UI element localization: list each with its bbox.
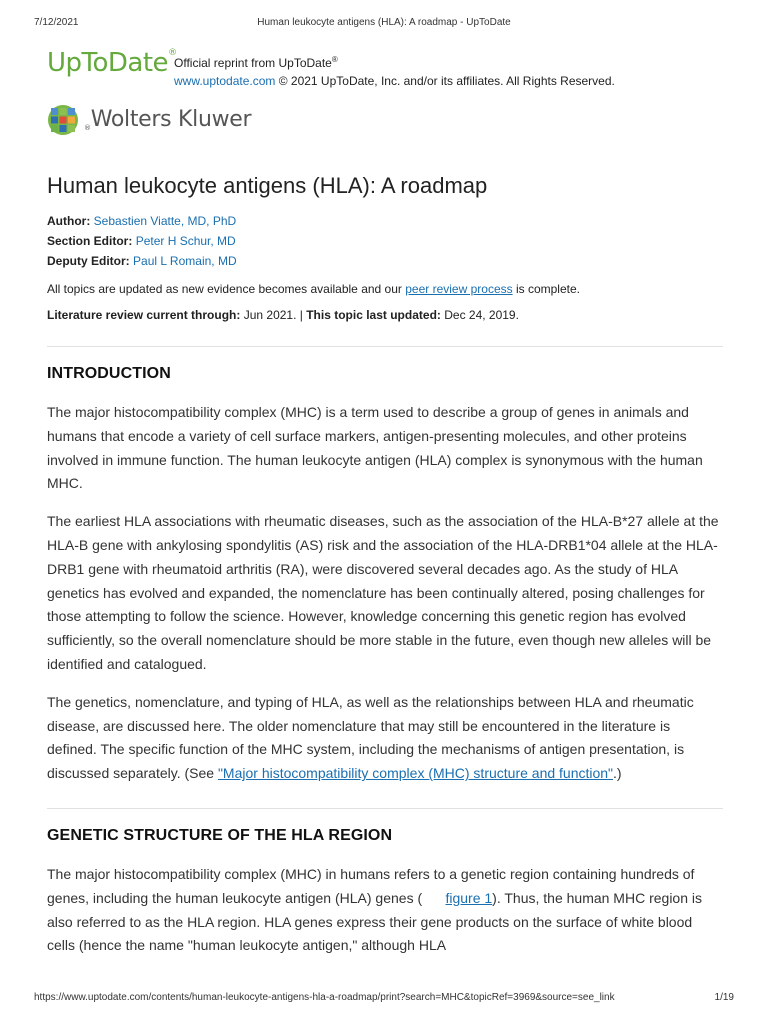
introduction-paragraph-3-text: The genetics, nomenclature, and typing of HLA, as well as the relationships between HLA and rheumatic disease, are discussed here. The older nomenclature that may still be encountered in the literature is defined. The specific function of the MHC system, including the mechanisms of antigen presentation, is discussed separately. (See <box>47 693 694 782</box>
review-dates <box>47 306 723 324</box>
print-header <box>0 0 768 34</box>
author-label: Author: <box>47 214 91 228</box>
print-page-number: 1/19 <box>714 992 734 1003</box>
updated-label: This topic last updated: <box>306 308 441 322</box>
review-label: Literature review current through: <box>47 308 241 322</box>
article-content <box>47 170 723 958</box>
print-page-title: Human leukocyte antigens (HLA): A roadmap - UpToDate <box>257 17 511 28</box>
update-note-tail: is complete. <box>512 282 580 296</box>
uptodate-logo-text: UpToDate <box>47 48 169 78</box>
mhc-structure-link[interactable]: "Major histocompatibility complex (MHC) structure and function" <box>217 765 614 782</box>
peer-review-link[interactable]: peer review process <box>405 282 513 296</box>
uptodate-logo-mark: ® <box>168 48 177 58</box>
review-date: Jun 2021. | <box>240 308 307 322</box>
figure-1-link[interactable]: figure 1 <box>445 889 493 906</box>
author-link[interactable]: Sebastien Viatte, MD, PhD <box>93 214 237 228</box>
introduction-paragraph-2: The earliest HLA associations with rheumatic diseases, such as the association of the HLA-B*27 allele at the HLA-B gene with ankylosing spondylitis (AS) risk and the association of the HLA-DRB1*04 allele at the HLA-DRB1 gene with rheumatoid arthritis (RA), were discovered several decades ago. As the study of HLA genetics has evolved and expanded, the nomenclature has been continually altered, posing challenges for those attempting to follow the science. However, knowledge concerning this genetic region has evolved sufficiently, so the overall nomenclature should be more stable in the future, even though new alleles will be identified and catalogued. <box>47 513 719 672</box>
introduction-heading: INTRODUCTION <box>47 365 171 382</box>
wolters-kluwer-mark: ® <box>84 124 91 132</box>
genetic-structure-heading: GENETIC STRUCTURE OF THE HLA REGION <box>47 826 393 844</box>
print-url: https://www.uptodate.com/contents/human-leukocyte-antigens-hla-a-roadmap/print?search=MHC&topicRef=3969&source=see_link <box>34 992 615 1003</box>
reprint-mark: ® <box>331 55 338 64</box>
genetic-structure-paragraph-1-text: The major histocompatibility complex (MHC) in humans refers to a genetic region containing hundreds of genes, including the human leukocyte antigen (HLA) genes ( <box>47 865 695 906</box>
genetic-structure-paragraph-1-tail: ). Thus, the human MHC region is also referred to as the HLA region. HLA genes express their gene products on the surface of white blood cells (hence the name "human leukocyte antigen," although HLA <box>47 889 703 954</box>
wolters-kluwer-wordmark <box>84 107 251 132</box>
article-title: Human leukocyte antigens (HLA): A roadmap <box>47 173 488 198</box>
section-divider <box>47 346 723 347</box>
uptodate-logo <box>47 48 177 78</box>
wolters-kluwer-mark-icon <box>47 104 79 136</box>
figure-icon-gap <box>422 890 445 906</box>
genetic-structure-paragraph-1 <box>47 863 723 958</box>
section-editor-label: Section Editor: <box>47 234 133 248</box>
section-editor-link[interactable]: Peter H Schur, MD <box>135 234 236 248</box>
copyright-text: © 2021 UpToDate, Inc. and/or its affiliates. All Rights Reserved. <box>275 74 615 88</box>
print-date: 7/12/2021 <box>34 17 79 28</box>
wolters-kluwer-name: Wolters Kluwer <box>90 107 252 132</box>
deputy-editor-label: Deputy Editor: <box>47 254 130 268</box>
reprint-line: Official reprint from UpToDate <box>174 56 332 70</box>
introduction-paragraph-3 <box>47 691 723 786</box>
section-divider <box>47 808 723 809</box>
reprint-notice <box>174 51 615 90</box>
update-note <box>47 280 723 298</box>
introduction-paragraph-1: The major histocompatibility complex (MHC) is a term used to describe a group of genes in animals and humans that encode a variety of cell surface markers, antigen-presenting molecules, and other proteins involved in immune function. The human leukocyte antigen (HLA) complex is synonymous with the human MHC. <box>47 404 703 492</box>
introduction-paragraph-3-tail: .) <box>613 765 622 782</box>
updated-date: Dec 24, 2019. <box>440 308 519 322</box>
article-credits <box>47 211 723 271</box>
update-note-text: All topics are updated as new evidence becomes available and our <box>47 282 406 296</box>
uptodate-site-link[interactable]: www.uptodate.com <box>174 74 276 88</box>
deputy-editor-link[interactable]: Paul L Romain, MD <box>133 254 237 268</box>
